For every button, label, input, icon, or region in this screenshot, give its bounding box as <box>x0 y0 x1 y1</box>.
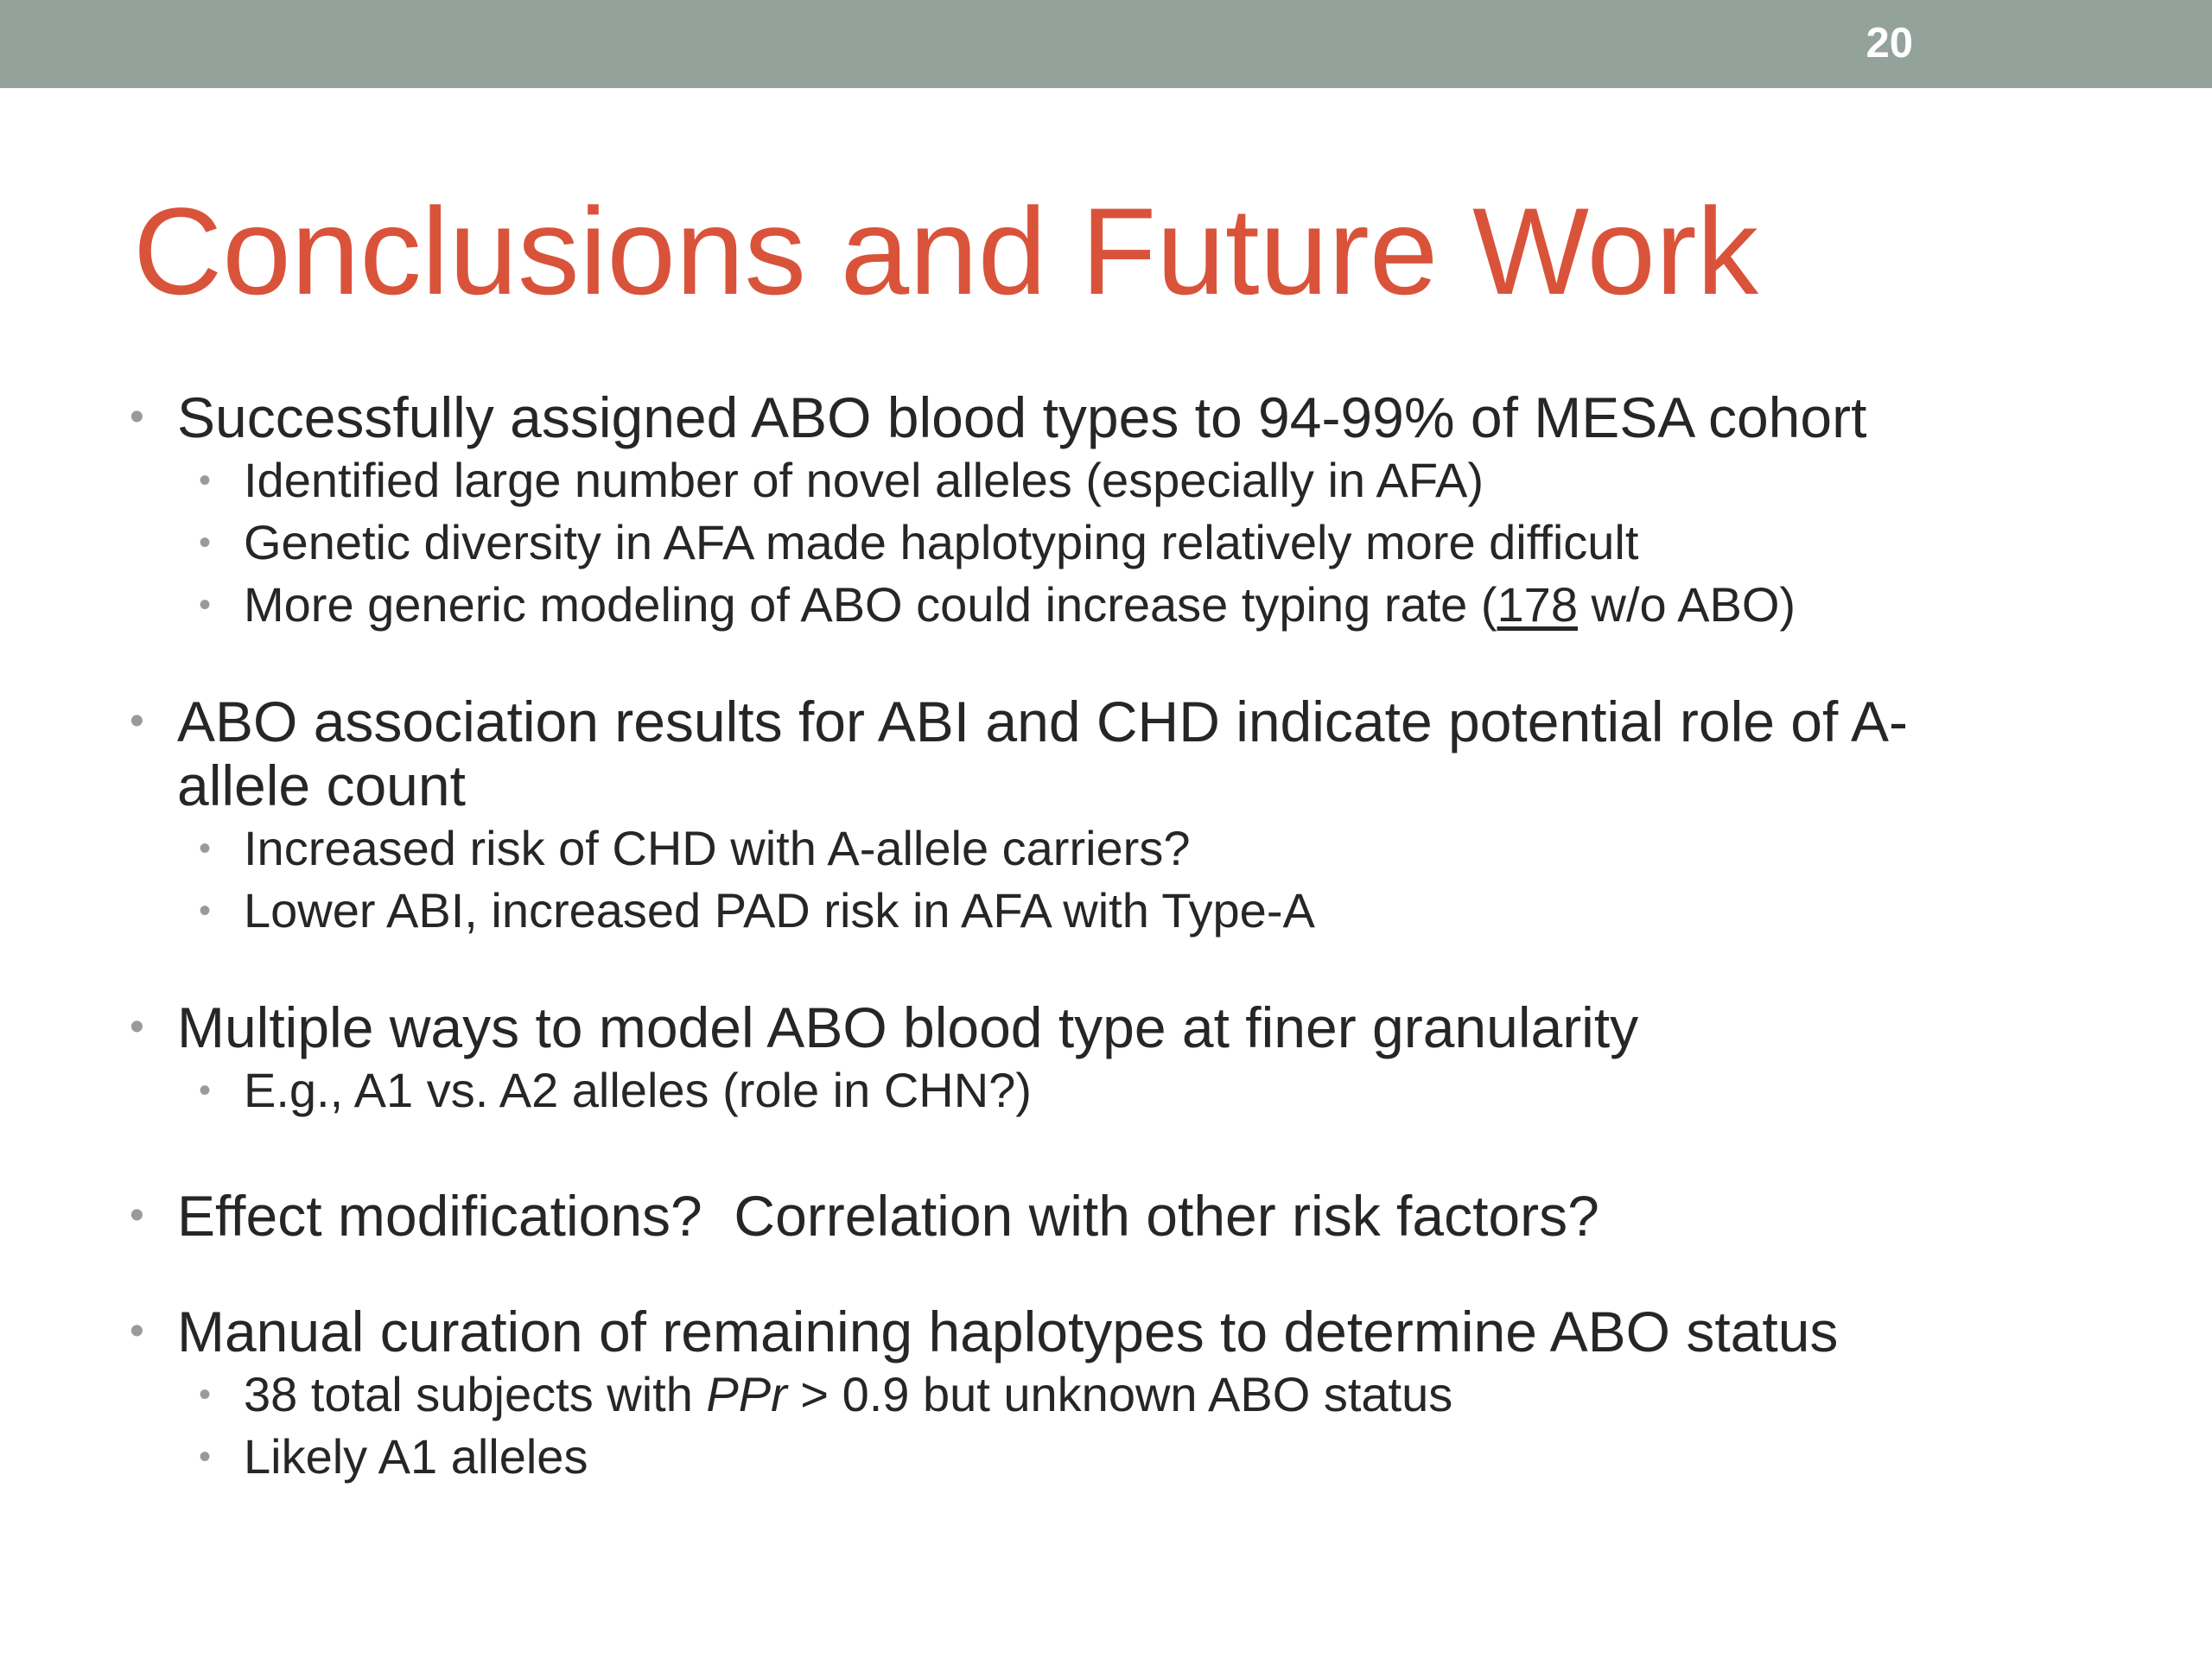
slide-title: Conclusions and Future Work <box>133 183 1759 321</box>
sub-bullet-5-2-text: Likely A1 alleles <box>244 1429 588 1484</box>
sub-bullet-dot: • <box>199 524 212 562</box>
sub-bullet-5-1 <box>130 1363 2091 1426</box>
bullet-4-text: Effect modifications? Correlation with other risk factors? <box>177 1184 1599 1248</box>
sub-bullet-5-1-ppr: PPr <box>706 1367 787 1421</box>
bullet-4 <box>130 1184 2091 1248</box>
sub-bullet-1-2-text: Genetic diversity in AFA made haplotyping relatively more difficult <box>244 515 1639 569</box>
sub-bullet-1-2 <box>130 512 2091 574</box>
sub-bullet-2-1-text: Increased risk of CHD with A-allele carriers? <box>244 821 1191 875</box>
sub-bullet-3-1-text: E.g., A1 vs. A2 alleles (role in CHN?) <box>244 1063 1032 1117</box>
slide-content <box>130 385 2091 1488</box>
sub-bullet-dot: • <box>199 892 212 930</box>
bullet-dot: • <box>130 1308 144 1354</box>
bullet-dot: • <box>130 698 144 744</box>
bullet-1 <box>130 385 2091 449</box>
bullet-2-line-1: ABO association results for ABI and CHD indicate potential role of A- <box>177 690 1909 753</box>
sub-bullet-5-1-text-post: > 0.9 but unknown ABO status <box>786 1367 1453 1421</box>
bullet-1-text: Successfully assigned ABO blood types to 94-99% of MESA cohort <box>177 385 1867 449</box>
slide-number: 20 <box>1866 20 1913 67</box>
bullet-dot: • <box>130 1192 144 1238</box>
sub-bullet-dot: • <box>199 1071 212 1109</box>
bullet-5-text: Manual curation of remaining haplotypes to determine ABO status <box>177 1300 1839 1363</box>
sub-bullet-3-1 <box>130 1059 2091 1122</box>
bullet-dot: • <box>130 1004 144 1050</box>
sub-bullet-5-1-text-pre: 38 total subjects with <box>244 1367 707 1421</box>
sub-bullet-dot: • <box>199 1438 212 1476</box>
sub-bullet-1-3-text-post: w/o ABO) <box>1577 577 1796 632</box>
bullet-5 <box>130 1300 2091 1363</box>
bullet-dot: • <box>130 394 144 440</box>
sub-bullet-1-1 <box>130 449 2091 512</box>
sub-bullet-1-3-underlined-count: 178 <box>1497 577 1578 632</box>
sub-bullet-dot: • <box>199 586 212 624</box>
sub-bullet-1-3-text-pre: More generic modeling of ABO could increase typing rate ( <box>244 577 1497 632</box>
sub-bullet-2-1 <box>130 817 2091 880</box>
bullet-2-line-2: allele count <box>177 753 466 817</box>
sub-bullet-5-2 <box>130 1426 2091 1488</box>
sub-bullet-dot: • <box>199 1376 212 1414</box>
sub-bullet-1-1-text: Identified large number of novel alleles (especially in AFA) <box>244 453 1484 507</box>
bullet-2 <box>130 690 2091 817</box>
header-bar <box>0 0 2212 88</box>
sub-bullet-2-2-text: Lower ABI, increased PAD risk in AFA with Type-A <box>244 883 1315 938</box>
sub-bullet-dot: • <box>199 830 212 868</box>
sub-bullet-2-2 <box>130 880 2091 942</box>
sub-bullet-dot: • <box>199 461 212 499</box>
sub-bullet-1-3 <box>130 574 2091 636</box>
bullet-3-text: Multiple ways to model ABO blood type at finer granularity <box>177 995 1639 1059</box>
bullet-3 <box>130 995 2091 1059</box>
